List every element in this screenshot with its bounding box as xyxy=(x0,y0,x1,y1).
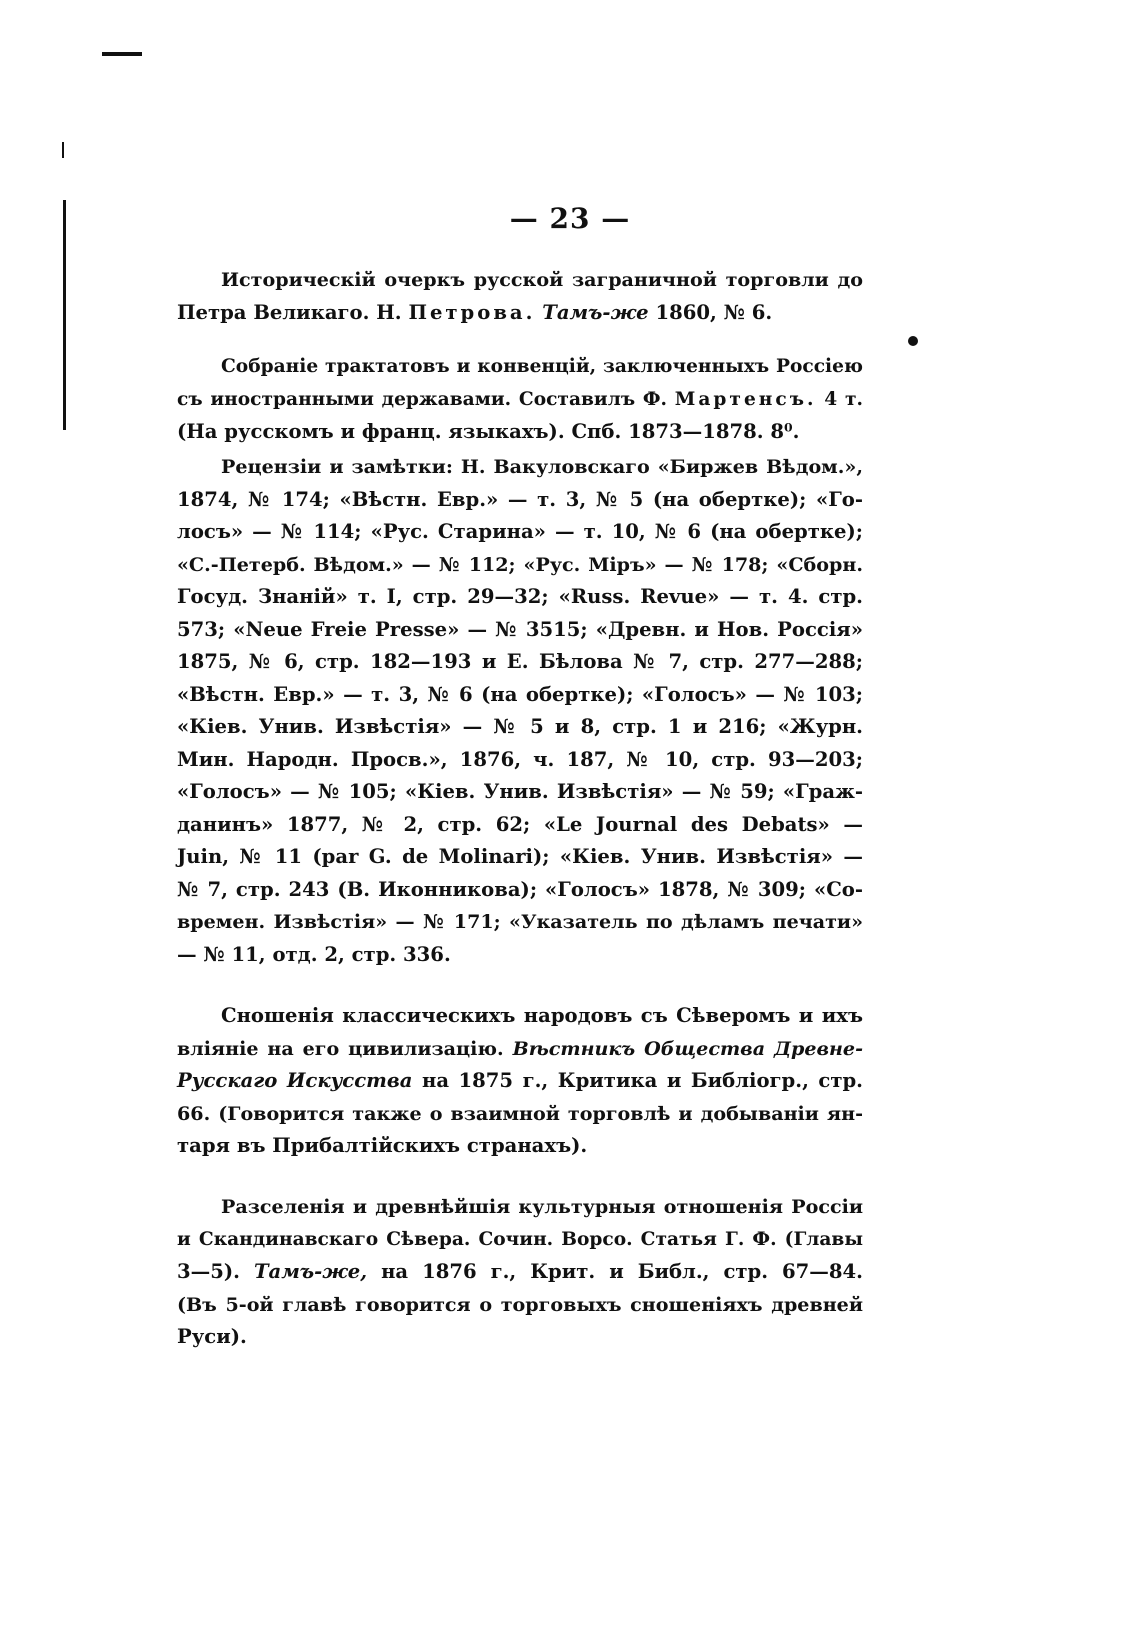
entry-line: Разселенія и древнѣйшія культурныя отношенія Россіи xyxy=(221,1195,863,1218)
entry-line: 1874, № 174; «Вѣстн. Евр.» — т. 3, № 5 (на обертке); «Го- xyxy=(177,487,863,511)
scan-artifact-ink-blot xyxy=(908,336,918,346)
source-title: Русскаго Искусства xyxy=(177,1069,413,1092)
entry-line: «Голосъ» — № 105; «Кіев. Унив. Извѣстія» — № 59; «Граж- xyxy=(177,780,863,803)
entry-line: Рецензіи и замѣтки: Н. Вакуловскаго «Биржев Вѣдом.», xyxy=(221,455,863,478)
entry-line: Госуд. Знаній» т. I, стр. 29—32; «Russ. Revue» — т. 4. стр. xyxy=(177,585,863,608)
entry-line: «Вѣстн. Евр.» — т. 3, № 6 (на обертке); «Голосъ» — № 103; xyxy=(177,682,863,706)
scan-artifact-corner-mark xyxy=(102,52,142,56)
entry-line: вліяніе на его цивилизацію. Вѣстникъ Общества Древне- xyxy=(177,1036,864,1060)
entry-line: Петра Великаго. Н. Петрова. Тамъ-же 1860, № 6. xyxy=(177,300,773,324)
bibliography-entry-4 xyxy=(177,1191,863,1354)
entry-line: «Кіев. Унив. Извѣстія» — № 5 и 8, стр. 1 и 216; «Журн. xyxy=(177,715,863,738)
scan-artifact-left-tick xyxy=(62,142,64,158)
entry-line: лосъ» — № 114; «Рус. Старина» — т. 10, № 6 (на обертке); xyxy=(177,520,863,543)
source-title: Вѣстникъ Общества Древне- xyxy=(512,1036,864,1060)
bibliography-entry-3 xyxy=(177,1000,863,1163)
entry-line: таря въ Прибалтійскихъ странахъ). xyxy=(177,1134,588,1157)
entry-line: данинъ» 1877, № 2, стр. 62; «Le Journal des Debats» — xyxy=(177,812,863,836)
author-name: Петрова. xyxy=(408,300,536,324)
entry-line: (Въ 5-ой главѣ говорится о торговыхъ сношеніяхъ древней xyxy=(177,1292,863,1316)
entry-line: Juin, № 11 (par G. de Molinari); «Кіев. Унив. Извѣстія» — xyxy=(177,845,863,868)
entry-line: № 7, стр. 243 (В. Иконникова); «Голосъ» 1878, № 309; «Со- xyxy=(177,877,863,901)
entry-line: 66. (Говорится также о взаимной торговлѣ и добываніи ян- xyxy=(177,1101,863,1125)
entry-line: Сношенія классическихъ народовъ съ Сѣверомъ и ихъ xyxy=(221,1004,863,1027)
entry-line: (На русскомъ и франц. языкахъ). Спб. 1873—1878. 8⁰. xyxy=(177,420,800,443)
author-name: Мартенсъ. xyxy=(674,388,817,410)
entry-line: Руси). xyxy=(177,1325,247,1348)
entry-line: Собраніе трактатовъ и конвенцій, заключенныхъ Россіею xyxy=(221,356,863,377)
bibliography-entry-1 xyxy=(177,264,863,329)
source-title: Тамъ-же, xyxy=(253,1260,368,1283)
source-title: Тамъ-же xyxy=(542,300,649,324)
reviews-list xyxy=(177,451,863,971)
entry-line: съ иностранными державами. Составилъ Ф. Мартенсъ. 4 т. xyxy=(177,388,863,410)
entry-line: 3—5). Тамъ-же, на 1876 г., Крит. и Библ., стр. 67—84. xyxy=(177,1260,863,1283)
entry-line: «С.-Петерб. Вѣдом.» — № 112; «Рус. Міръ» — № 178; «Сборн. xyxy=(177,552,863,576)
entry-line: Русскаго Искусства на 1875 г., Критика и Библіогр., стр. xyxy=(177,1069,864,1092)
entry-line: Историческій очеркъ русской заграничной торговли до xyxy=(221,268,863,291)
page-number: — 23 — xyxy=(509,202,631,235)
entry-line: — № 11, отд. 2, стр. 336. xyxy=(177,942,451,966)
entry-line: Мин. Народн. Просв.», 1876, ч. 187, № 10, стр. 93—203; xyxy=(177,747,863,771)
entry-line: 573; «Neue Freie Presse» — № 3515; «Древн. и Нов. Россія» xyxy=(177,617,863,641)
bibliography-entry-2 xyxy=(177,351,863,449)
entry-line: и Скандинавскаго Сѣвера. Сочин. Ворсо. Статья Г. Ф. (Главы xyxy=(177,1228,863,1250)
entry-line: 1875, № 6, стр. 182—193 и Е. Бѣлова № 7, стр. 277—288; xyxy=(177,650,863,673)
entry-line: времен. Извѣстія» — № 171; «Указатель по дѣламъ печати» xyxy=(177,910,863,933)
